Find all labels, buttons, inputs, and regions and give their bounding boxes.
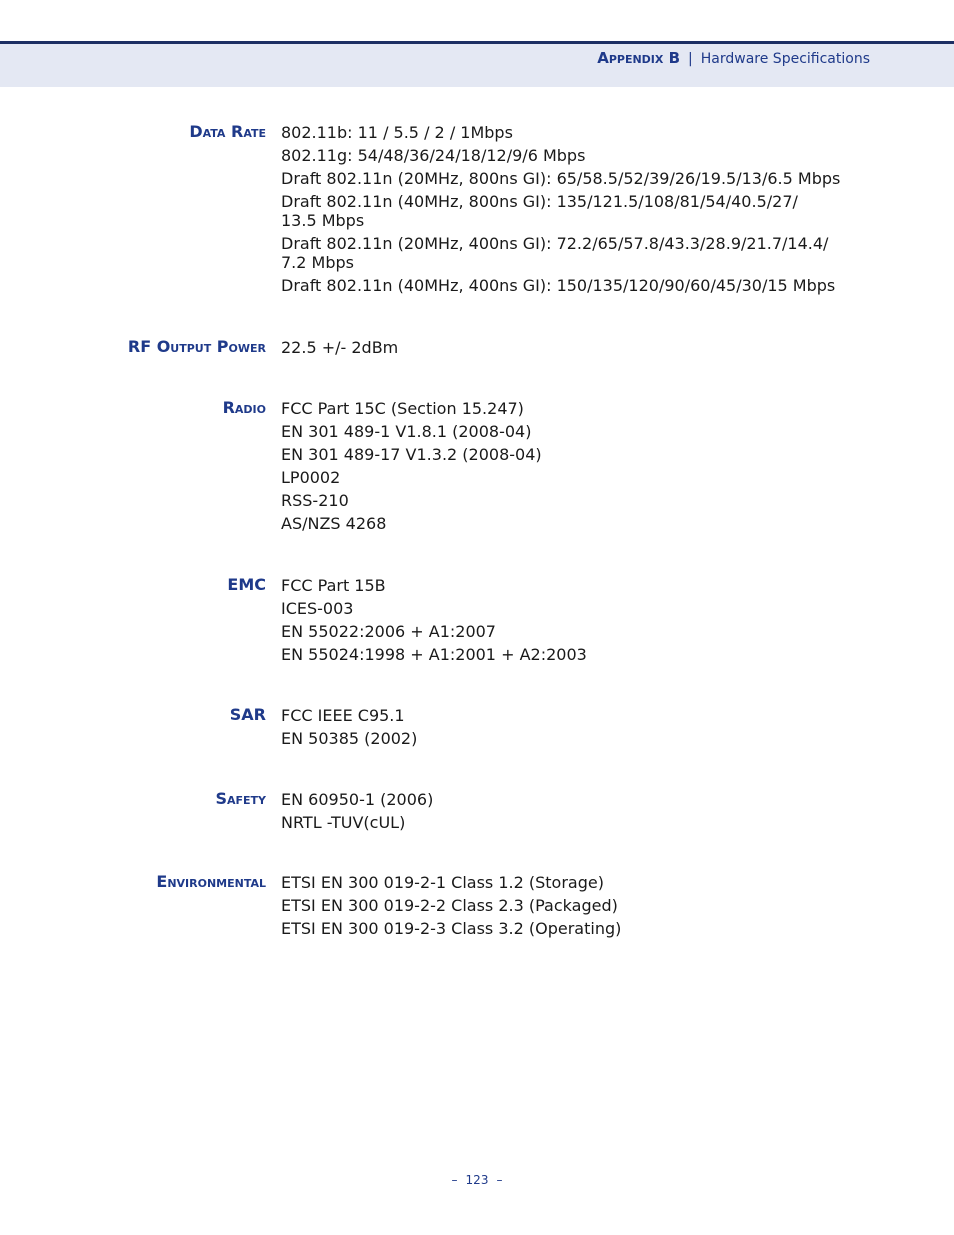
spec-label-safety: Safety [215, 789, 266, 808]
spec-label-emc: EMC [227, 575, 266, 594]
spec-value: 802.11b: 11 / 5.5 / 2 / 1Mbps [281, 123, 513, 142]
spec-label-radio: Radio [222, 398, 266, 417]
spec-value: EN 55024:1998 + A1:2001 + A2:2003 [281, 645, 587, 664]
appendix-label: Appendix B [597, 49, 681, 67]
section-title: Hardware Specifications [700, 51, 870, 67]
spec-value: NRTL -TUV(cUL) [281, 813, 406, 832]
spec-value: EN 301 489-17 V1.3.2 (2008-04) [281, 445, 542, 464]
spec-values-environmental [281, 873, 881, 942]
spec-value: AS/NZS 4268 [281, 514, 387, 533]
spec-value: FCC IEEE C95.1 [281, 706, 405, 725]
spec-value: ICES-003 [281, 599, 354, 618]
spec-value: RSS-210 [281, 491, 349, 510]
header-separator: | [688, 51, 693, 67]
spec-value: ETSI EN 300 019-2-1 Class 1.2 (Storage) [281, 873, 604, 892]
spec-value: ETSI EN 300 019-2-2 Class 2.3 (Packaged) [281, 896, 618, 915]
spec-value: EN 301 489-1 V1.8.1 (2008-04) [281, 422, 532, 441]
spec-values-data-rate [281, 123, 881, 299]
running-header [597, 49, 870, 67]
page-footer [0, 1173, 954, 1187]
spec-value: FCC Part 15C (Section 15.247) [281, 399, 524, 418]
spec-values-radio [281, 399, 881, 537]
page-header [0, 41, 954, 87]
page-number: 123 [465, 1173, 489, 1187]
spec-value: 22.5 +/- 2dBm [281, 338, 399, 357]
spec-value: FCC Part 15B [281, 576, 386, 595]
spec-label-environmental: Environmental [156, 872, 266, 891]
spec-value: EN 55022:2006 + A1:2007 [281, 622, 496, 641]
spec-value: Draft 802.11n (40MHz, 400ns GI): 150/135/120/90/60/45/30/15 Mbps [281, 276, 836, 295]
footer-dash-right: – [496, 1173, 503, 1187]
spec-values-rf-output-power [281, 338, 881, 361]
spec-value: EN 50385 (2002) [281, 729, 418, 748]
spec-label-rf-output-power: RF Output Power [127, 337, 266, 356]
spec-values-emc [281, 576, 881, 668]
footer-dash-left: – [451, 1173, 458, 1187]
spec-value: LP0002 [281, 468, 341, 487]
spec-value: ETSI EN 300 019-2-3 Class 3.2 (Operating) [281, 919, 622, 938]
spec-value: Draft 802.11n (20MHz, 800ns GI): 65/58.5/52/39/26/19.5/13/6.5 Mbps [281, 169, 841, 188]
spec-value: Draft 802.11n (20MHz, 400ns GI): 72.2/65/57.8/43.3/28.9/21.7/14.4/ 7.2 Mbps [281, 234, 829, 272]
spec-values-sar [281, 706, 881, 752]
spec-value: Draft 802.11n (40MHz, 800ns GI): 135/121.5/108/81/54/40.5/27/ 13.5 Mbps [281, 192, 798, 230]
spec-value: EN 60950-1 (2006) [281, 790, 434, 809]
spec-label-sar: SAR [229, 705, 266, 724]
spec-value: 802.11g: 54/48/36/24/18/12/9/6 Mbps [281, 146, 586, 165]
spec-values-safety [281, 790, 881, 836]
spec-label-data-rate: Data Rate [189, 122, 266, 141]
